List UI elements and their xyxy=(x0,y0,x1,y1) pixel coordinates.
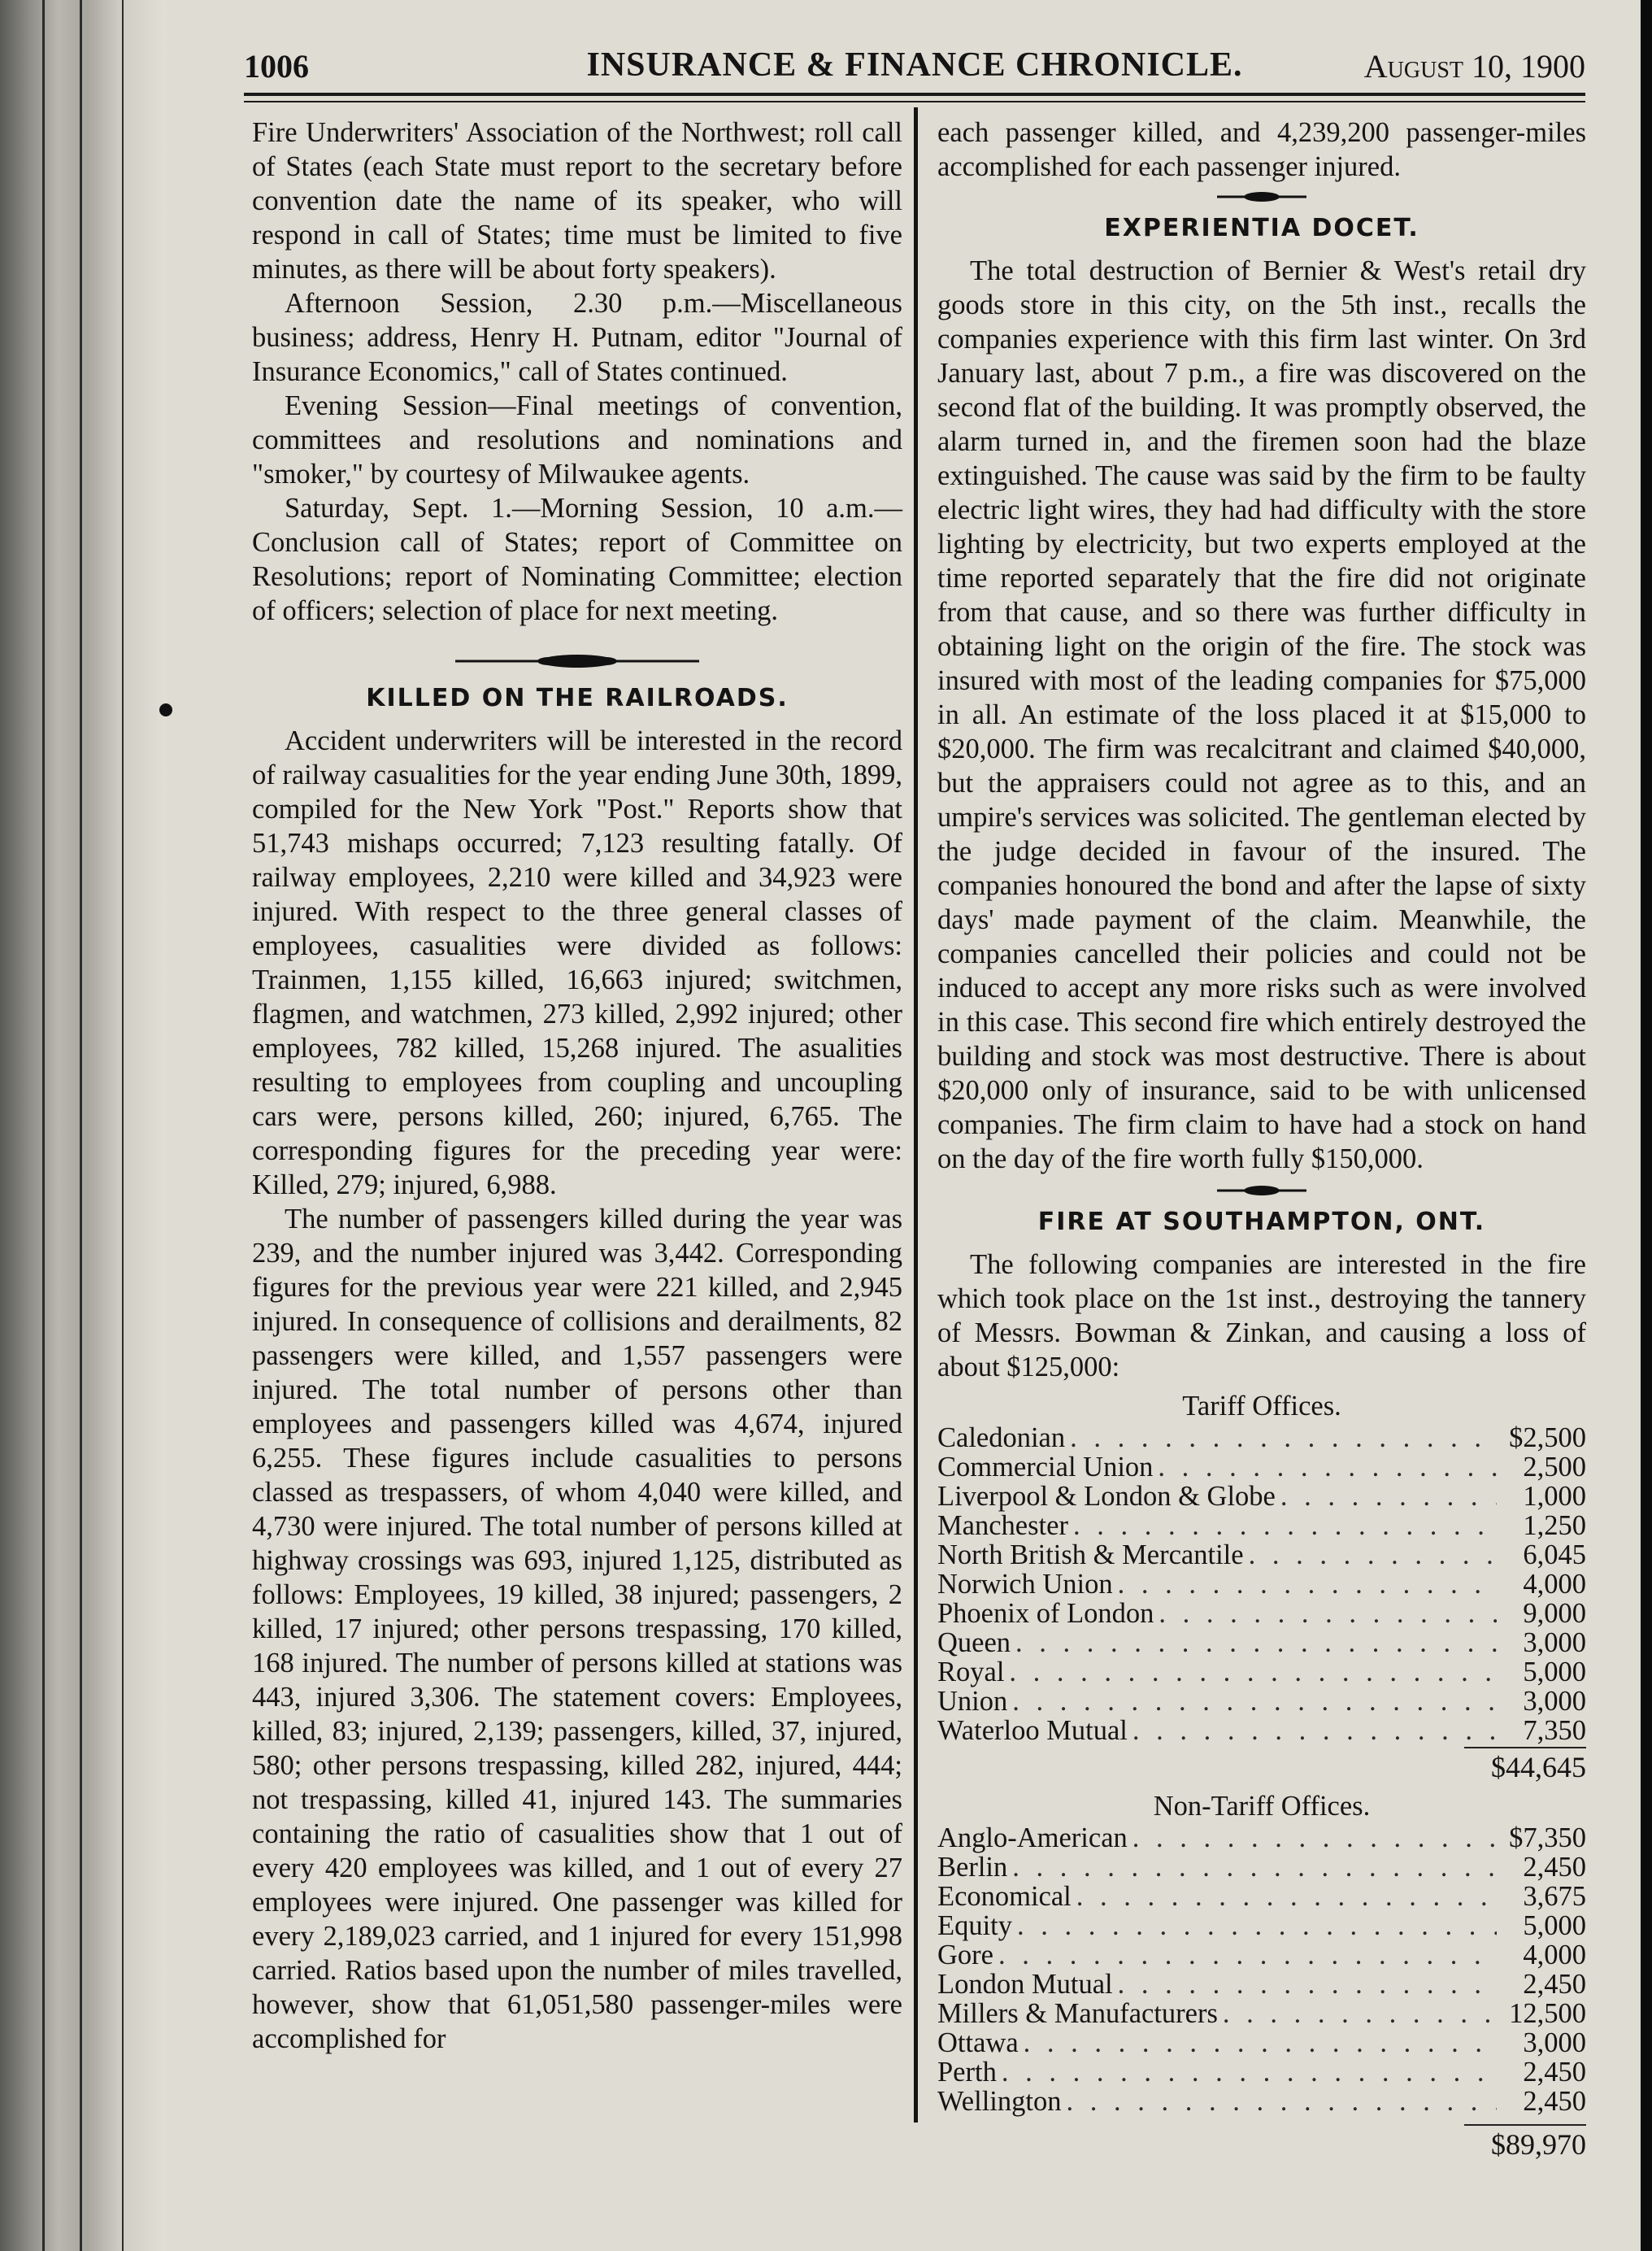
office-name: Waterloo Mutual xyxy=(937,1715,1128,1746)
office-row xyxy=(937,1823,1586,1853)
office-amount: $7,350 xyxy=(1509,1822,1586,1853)
office-row xyxy=(937,1423,1586,1452)
office-row xyxy=(937,1999,1586,2028)
office-name: Phoenix of London xyxy=(937,1598,1154,1629)
office-name: Queen xyxy=(937,1627,1011,1658)
office-amount: $2,500 xyxy=(1509,1422,1586,1453)
paragraph: The following companies are interested in the fire which took place on the 1st inst., destroying the tannery of Messrs. Bowman & Zinkan, and causing a loss of about $125,000: xyxy=(937,1249,1586,1382)
office-name: London Mutual xyxy=(937,1969,1113,2000)
tariff-offices-list xyxy=(937,1423,1586,1745)
leader-dots xyxy=(1061,2087,1497,2116)
leader-dots xyxy=(1244,1540,1497,1570)
office-name: Liverpool & London & Globe xyxy=(937,1481,1276,1512)
office-row xyxy=(937,2057,1586,2087)
office-name: Equity xyxy=(937,1910,1012,1941)
paragraph: Afternoon Session, 2.30 p.m.—Miscellaneous business; address, Henry H. Putnam, editor "Journal of Insurance Economics," call of States continued. xyxy=(252,288,902,387)
publication-title: INSURANCE & FINANCE CHRONICLE. xyxy=(586,46,1243,84)
office-amount: 2,450 xyxy=(1523,2057,1586,2088)
leader-dots xyxy=(993,1940,1497,1970)
leader-dots xyxy=(1276,1482,1497,1511)
leader-dots xyxy=(1007,1687,1497,1716)
paragraph: each passenger killed, and 4,239,200 passenger-miles accomplished for each passenger injured. xyxy=(937,117,1586,182)
office-name: Royal xyxy=(937,1657,1005,1687)
running-header xyxy=(244,36,1585,93)
office-row xyxy=(937,2028,1586,2057)
office-name: Commercial Union xyxy=(937,1452,1154,1483)
header-rule xyxy=(244,101,1585,102)
leader-dots xyxy=(1012,1911,1497,1940)
office-row xyxy=(937,1687,1586,1716)
issue-date: August 10, 1900 xyxy=(1363,48,1585,85)
office-row xyxy=(937,1716,1586,1745)
office-amount: 3,000 xyxy=(1523,1686,1586,1717)
office-row xyxy=(937,1628,1586,1657)
office-amount: 1,250 xyxy=(1523,1510,1586,1541)
leader-dots xyxy=(1068,1511,1497,1540)
office-amount: 3,675 xyxy=(1523,1881,1586,1912)
paragraph: Fire Underwriters' Association of the Northwest; roll call of States (each State must report to the secretary before convention date the name of its speaker, who will respond in call of States; time must be limited to five minutes, as there will be about forty speakers). xyxy=(252,117,902,285)
left-column xyxy=(252,115,902,2056)
total-amount: $44,645 xyxy=(1491,1751,1586,1783)
office-name: Union xyxy=(937,1686,1008,1717)
office-name: Anglo-American xyxy=(937,1822,1128,1853)
leader-dots xyxy=(1065,1423,1497,1452)
office-row xyxy=(937,1511,1586,1540)
office-amount: 4,000 xyxy=(1523,1569,1586,1600)
leader-dots xyxy=(1072,1882,1497,1911)
office-row xyxy=(937,1911,1586,1940)
office-row xyxy=(937,1482,1586,1511)
office-amount: 2,450 xyxy=(1523,2086,1586,2117)
office-amount: 2,450 xyxy=(1523,1852,1586,1883)
office-row xyxy=(937,1540,1586,1570)
office-name: Gore xyxy=(937,1940,993,1970)
leader-dots xyxy=(1153,1452,1497,1482)
office-row xyxy=(937,1599,1586,1628)
leader-dots xyxy=(1004,1657,1497,1687)
article-heading: FIRE AT SOUTHAMPTON, ONT. xyxy=(1037,1208,1486,1236)
office-row xyxy=(937,1853,1586,1882)
office-name: Berlin xyxy=(937,1852,1008,1883)
paragraph: Accident underwriters will be interested in the record of railway casualities for the year ending June 30th, 1899, compiled for the New York "Post." Reports show that 51,743 mishaps occurred; 7,123 resulting fatally. Of railway employees, 2,210 were killed and 34,923 were injured. With respect to the three general classes of employees, casualities were divided as follows: Trainmen, 1,155 killed, 16,663 injured; switchmen, flagmen, and watchmen, 273 killed, 2,992 injured; other employees, 782 killed, 15,268 injured. The asualities resulting to employees from coupling and uncoupling cars were, persons killed, 260; injured, 6,765. The corresponding figures for the preceding year were: Killed, 279; injured, 6,988. xyxy=(252,725,902,1200)
paragraph: Evening Session—Final meetings of convention, committees and resolutions and nominations and "smoker," by courtesy of Milwaukee agents. xyxy=(252,390,902,490)
office-row xyxy=(937,1970,1586,1999)
leader-dots xyxy=(1019,2028,1497,2057)
article-heading: KILLED ON THE RAILROADS. xyxy=(366,684,789,712)
office-name: Caledonian xyxy=(937,1422,1066,1453)
leader-dots xyxy=(997,2057,1497,2087)
office-amount: 3,000 xyxy=(1523,1627,1586,1658)
header-rule xyxy=(244,93,1585,96)
book-binding xyxy=(0,0,167,2251)
office-row xyxy=(937,1882,1586,1911)
office-amount: 5,000 xyxy=(1523,1910,1586,1941)
office-name: North British & Mercantile xyxy=(937,1539,1244,1570)
paragraph: Saturday, Sept. 1.—Morning Session, 10 a.m.—Conclusion call of States; report of Committee on Resolutions; report of Nominating Committee; election of officers; selection of place for next meeting. xyxy=(252,493,902,626)
office-amount: 2,450 xyxy=(1523,1969,1586,2000)
office-row xyxy=(937,1452,1586,1482)
leader-dots xyxy=(1113,1570,1497,1599)
binding-edge-line xyxy=(42,0,45,2251)
office-amount: 3,000 xyxy=(1523,2027,1586,2058)
binding-edge-line xyxy=(80,0,82,2251)
office-amount: 6,045 xyxy=(1523,1539,1586,1570)
leader-dots xyxy=(1128,1823,1497,1853)
page-edge xyxy=(1641,0,1652,2251)
column-divider xyxy=(914,107,918,2123)
office-name: Ottawa xyxy=(937,2027,1019,2058)
office-name: Perth xyxy=(937,2057,997,2088)
paragraph: The total destruction of Bernier & West's retail dry goods store in this city, on the 5th inst., recalls the companies experience with this firm last winter. On 3rd January last, about 7 p.m., a fire was discovered on the second flat of the building. It was promptly observed, the alarm turned in, and the firemen soon had the blaze extinguished. The cause was said by the firm to be faulty electric light wires, they had had difficulty with the store lighting by electricity, but two experts employed at the time reported separately that the fire did not originate from that cause, and so there was further difficulty in obtaining light on the origin of the fire. The stock was insured with most of the leading companies for $75,000 in all. An estimate of the loss placed it at $15,000 to $20,000. The firm was recalcitrant and claimed $40,000, but the appraisers could not agree as to this, and an umpire's services was solicited. The gentleman elected by the judge decided in favour of the insured. The companies honoured the bond and after the lapse of sixty days' made payment of the claim. Meanwhile, the companies cancelled their policies and could not be induced to accept any more risks such as were involved in this case. This second fire which entirely destroyed the building and stock was most destructive. There is about $20,000 only of insurance, said to be with unlicensed companies. The firm claim to have had a stock on hand on the day of the fire worth fully $150,000. xyxy=(937,255,1586,1174)
paragraph: The number of passengers killed during the year was 239, and the number injured was 3,442. Corresponding figures for the previous year were 221 killed, and 2,945 injured. In consequence of collisions and derailments, 82 passengers were killed, and 1,557 passengers were injured. The total number of persons other than employees and passengers killed was 4,674, injured 6,255. These figures include casualities to persons classed as trespassers, of whom 4,040 were killed, and 4,730 were injured. The total number of persons killed at highway crossings was 693, injured 1,125, distributed as follows: Employees, 19 killed, 38 injured; passengers, 2 killed, 17 injured; other persons trespassing, 170 killed, 168 injured. The number of persons killed at stations was 443, injured 3,306. The statement covers: Employees, killed, 83; injured, 2,139; passengers, killed, 37, injured, 580; other persons trespassing, killed 282, injured, 444; not trespassing, killed 41, injured 143. The summaries containing the ratio of casualities show that 1 out of every 420 employees was killed, and 1 out of every 27 employees were injured. One passenger was killed for every 2,189,023 carried, and 1 injured for every 151,998 carried. Ratios based upon the number of miles travelled, however, show that 61,051,580 passenger-miles were accomplished for xyxy=(252,1204,902,2054)
right-column xyxy=(937,115,1586,2166)
leader-dots xyxy=(1011,1628,1497,1657)
sum-rule xyxy=(1464,2124,1586,2126)
non-tariff-total xyxy=(937,2127,1586,2162)
section-ornament xyxy=(1217,189,1306,205)
office-row xyxy=(937,1940,1586,1970)
office-name: Manchester xyxy=(937,1510,1068,1541)
office-amount: 1,000 xyxy=(1523,1481,1586,1512)
binding-edge-line xyxy=(122,0,124,2251)
sum-rule xyxy=(1464,1747,1586,1748)
office-amount: 5,000 xyxy=(1523,1657,1586,1687)
section-ornament xyxy=(455,647,699,675)
office-row xyxy=(937,1570,1586,1599)
non-tariff-offices-list xyxy=(937,1823,1586,2116)
office-row xyxy=(937,1657,1586,1687)
leader-dots xyxy=(1113,1970,1497,1999)
leader-dots xyxy=(1154,1599,1497,1628)
office-name: Wellington xyxy=(937,2086,1062,2117)
leader-dots xyxy=(1007,1853,1497,1882)
total-amount: $89,970 xyxy=(1491,2128,1586,2161)
office-row xyxy=(937,2087,1586,2116)
table-subheading: Tariff Offices. xyxy=(1182,1391,1341,1422)
leader-dots xyxy=(1128,1716,1497,1745)
office-amount: 7,350 xyxy=(1523,1715,1586,1746)
office-name: Millers & Manufacturers xyxy=(937,1998,1218,2029)
tariff-total xyxy=(937,1750,1586,1784)
office-name: Norwich Union xyxy=(937,1569,1113,1600)
office-amount: 4,000 xyxy=(1523,1940,1586,1970)
office-amount: 2,500 xyxy=(1523,1452,1586,1483)
office-amount: 12,500 xyxy=(1509,1998,1586,2029)
office-amount: 9,000 xyxy=(1523,1598,1586,1629)
margin-ink-dot xyxy=(159,703,172,716)
office-name: Economical xyxy=(937,1881,1072,1912)
table-subheading: Non-Tariff Offices. xyxy=(1153,1791,1371,1822)
page-number: 1006 xyxy=(244,48,309,85)
leader-dots xyxy=(1218,1999,1497,2028)
article-heading: EXPERIENTIA DOCET. xyxy=(1104,214,1419,242)
section-ornament xyxy=(1217,1182,1306,1199)
